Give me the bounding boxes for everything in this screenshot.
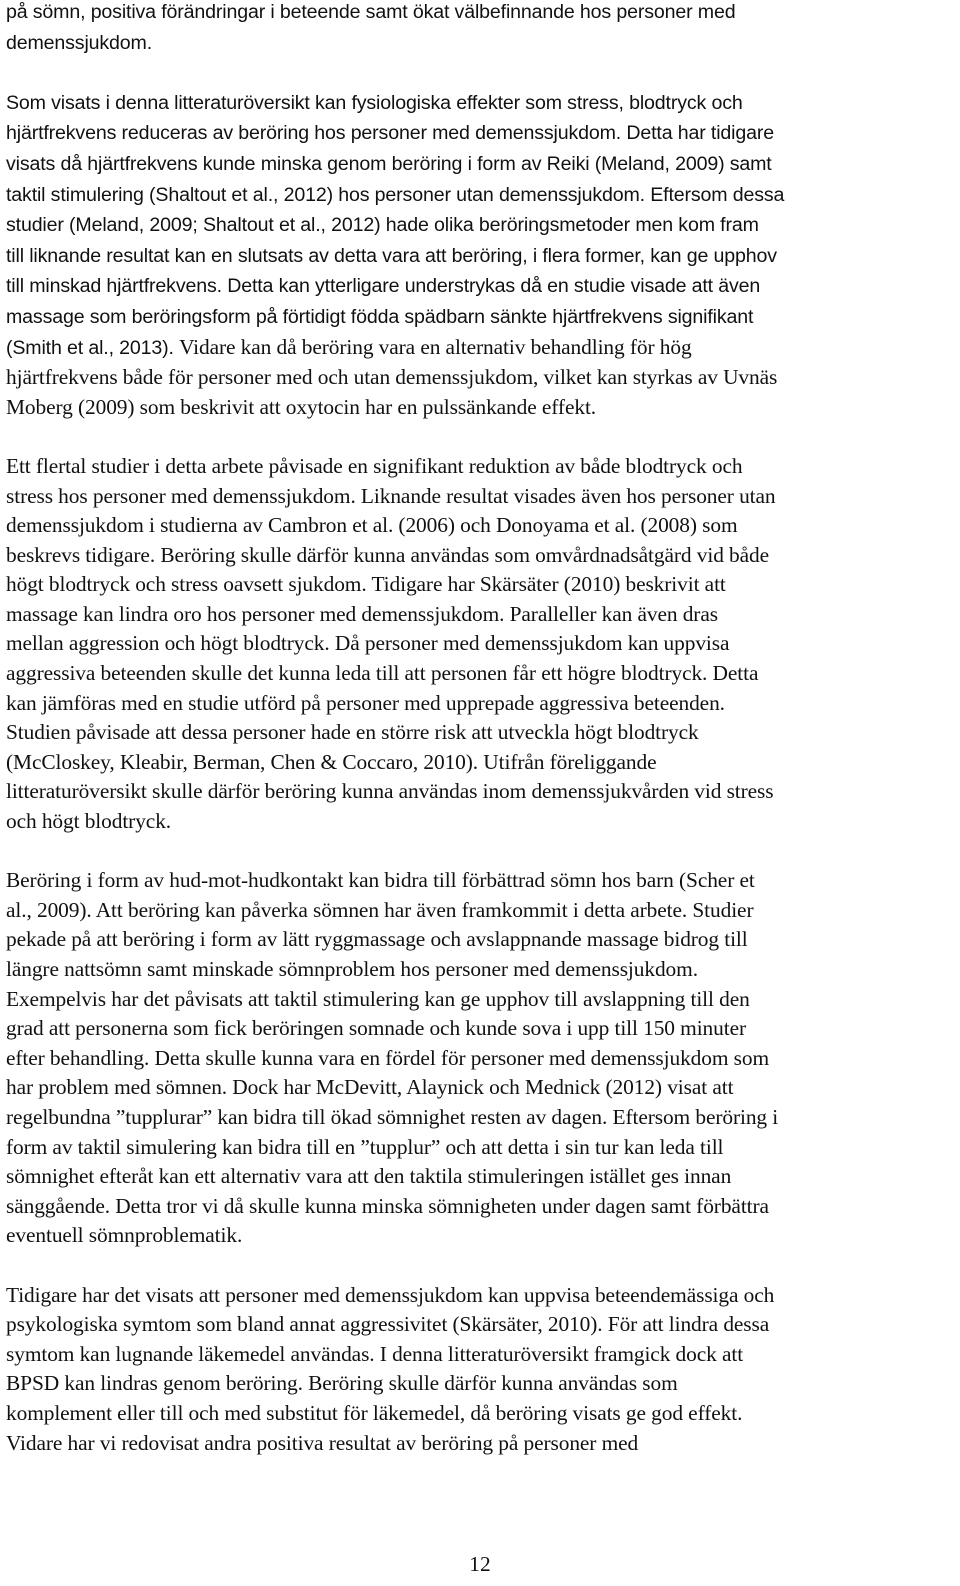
text-segment: studier (Meland, 2009; Shaltout et al., 2012) hade olika beröringsmetoder men kom fram	[6, 214, 759, 237]
text-segment: symtom kan lugnande läkemedel användas. I denna litteraturöversikt framgick dock att	[6, 1341, 744, 1366]
text-segment: Exempelvis har det påvisats att taktil stimulering kan ge upphov till avslappning till den	[6, 986, 750, 1011]
text-line	[6, 1429, 952, 1459]
text-line	[6, 210, 952, 241]
body-paragraph	[6, 0, 952, 58]
text-line	[6, 777, 952, 807]
text-line	[6, 511, 952, 541]
text-line	[6, 1044, 952, 1074]
text-segment: Vidare kan då beröring vara en alternativ behandling för hög	[179, 334, 692, 359]
text-segment: har problem med sömnen. Dock har McDevitt, Alaynick och Mednick (2012) visat att	[6, 1075, 734, 1100]
text-line	[6, 1340, 952, 1370]
text-segment: form av taktil simulering kan bidra till en ”tupplur” och att detta i sin tur kan leda till	[6, 1134, 724, 1159]
text-line	[6, 748, 952, 778]
text-segment: demenssjukdom i studierna av Cambron et al. (2006) och Donoyama et al. (2008) som	[6, 513, 738, 538]
text-line	[6, 0, 952, 28]
text-segment: Som visats i denna litteraturöversikt kan fysiologiska effekter som stress, blodtryck och	[6, 91, 743, 114]
text-segment: längre nattsömn samt minskade sömnproblem hos personer med demenssjukdom.	[6, 957, 698, 981]
text-segment: Vidare har vi redovisat andra positiva resultat av beröring på personer med	[6, 1430, 639, 1455]
text-line	[6, 271, 952, 302]
document-page	[6, 0, 952, 1458]
text-line	[6, 393, 952, 423]
text-line	[6, 1103, 952, 1133]
text-line	[6, 180, 952, 211]
text-segment: pekade på att beröring i form av lätt ryggmassage och avslappnande massage bidrog till	[6, 927, 748, 952]
text-segment: mellan aggression och högt blodtryck. Då personer med demenssjukdom kan uppvisa	[6, 631, 730, 656]
text-line	[6, 689, 952, 719]
text-line	[6, 1281, 952, 1311]
text-line	[6, 302, 952, 333]
text-segment: (McCloskey, Kleabir, Berman, Chen & Coccaro, 2010). Utifrån föreliggande	[6, 749, 657, 774]
text-line	[6, 866, 952, 896]
text-line	[6, 1133, 952, 1163]
paragraph-gap	[6, 837, 952, 867]
text-line	[6, 985, 952, 1015]
text-segment: litteraturöversikt skulle därför beröring kunna användas inom demenssjukvården vid stress	[6, 779, 774, 804]
text-segment: eventuell sömnproblematik.	[6, 1223, 243, 1248]
body-paragraph	[6, 1281, 952, 1459]
text-segment: på sömn, positiva förändringar i beteende samt ökat välbefinnande hos personer med	[6, 1, 736, 23]
text-segment: psykologiska symtom som bland annat aggressivitet (Skärsäter, 2010). För att lindra dessa	[6, 1312, 770, 1337]
text-segment: hjärtfrekvens både för personer med och utan demenssjukdom, vilket kan styrkas av Uvnäs	[6, 365, 778, 390]
text-line	[6, 600, 952, 630]
text-segment: hjärtfrekvens reduceras av beröring hos personer med demenssjukdom. Detta har tidigare	[6, 122, 774, 145]
text-line	[6, 1162, 952, 1192]
text-line	[6, 333, 952, 364]
text-segment: sänggående. Detta tror vi då skulle kunna minska sömnigheten under dagen samt förbättra	[6, 1193, 769, 1218]
text-segment: stress hos personer med demenssjukdom. Liknande resultat visades även hos personer utan	[6, 483, 776, 508]
text-line	[6, 925, 952, 955]
paragraph-gap	[6, 422, 952, 452]
text-line	[6, 807, 952, 837]
text-segment: Studien påvisade att dessa personer hade en större risk att utveckla högt blodtryck	[6, 720, 699, 745]
text-segment: al., 2009). Att beröring kan påverka sömnen har även framkommit i detta arbete. Studier	[6, 897, 754, 922]
text-segment: Tidigare har det visats att personer med demenssjukdom kan uppvisa beteendemässiga och	[6, 1282, 775, 1307]
text-segment: Ett flertal studier i detta arbete påvisade en signifikant reduktion av både blodtryck och	[6, 453, 743, 478]
text-segment: grad att personerna som fick beröringen somnade och kunde sova i upp till 150 minuter	[6, 1016, 746, 1041]
paragraph-gap	[6, 58, 952, 88]
text-segment: efter behandling. Detta skulle kunna vara en fördel för personer med demenssjukdom som	[6, 1045, 770, 1070]
text-line	[6, 482, 952, 512]
text-line	[6, 149, 952, 180]
text-segment: till minskad hjärtfrekvens. Detta kan ytterligare understrykas då en studie visade att även	[6, 275, 761, 298]
text-segment: massage kan lindra oro hos personer med demenssjukdom. Paralleller kan även dras	[6, 601, 718, 626]
text-line	[6, 629, 952, 659]
page-number: 12	[469, 1552, 491, 1576]
text-line	[6, 955, 952, 985]
text-segment: (Smith et al., 2013).	[6, 336, 180, 359]
text-line	[6, 118, 952, 149]
text-line	[6, 718, 952, 748]
text-line	[6, 28, 952, 59]
body-paragraph	[6, 452, 952, 837]
text-line	[6, 88, 952, 119]
text-line	[6, 1221, 952, 1251]
text-line	[6, 1399, 952, 1429]
text-segment: till liknande resultat kan en slutsats av detta vara att beröring, i flera former, kan ge upphov	[6, 244, 777, 267]
text-segment: och högt blodtryck.	[6, 809, 172, 834]
text-segment: regelbundna ”tupplurar” kan bidra till ökad sömnighet resten av dagen. Eftersom beröring i	[6, 1104, 779, 1129]
text-line	[6, 1073, 952, 1103]
text-segment: demenssjukdom.	[6, 31, 153, 54]
text-segment: taktil stimulering (Shaltout et al., 2012) hos personer utan demenssjukdom. Eftersom dessa	[6, 183, 785, 206]
text-line	[6, 896, 952, 926]
paragraph-gap	[6, 1251, 952, 1281]
text-segment: högt blodtryck och stress oavsett sjukdom. Tidigare har Skärsäter (2010) beskrivit att	[6, 572, 726, 597]
text-line	[6, 363, 952, 393]
text-line	[6, 241, 952, 272]
text-line	[6, 541, 952, 571]
text-line	[6, 1192, 952, 1222]
text-segment: massage som beröringsform på förtidigt födda spädbarn sänkte hjärtfrekvens signifikant	[6, 305, 754, 328]
text-segment: visats då hjärtfrekvens kunde minska genom beröring i form av Reiki (Meland, 2009) samt	[6, 152, 772, 175]
text-line	[6, 1369, 952, 1399]
body-paragraph	[6, 88, 952, 423]
text-segment: kan jämföras med en studie utförd på personer med upprepade aggressiva beteenden.	[6, 690, 725, 715]
text-line	[6, 452, 952, 482]
text-segment: aggressiva beteenden skulle det kunna leda till att personen får ett högre blodtryck. Detta	[6, 661, 759, 686]
text-segment: komplement eller till och med substitut för läkemedel, då beröring visats ge god effekt.	[6, 1400, 743, 1425]
text-segment: Moberg (2009) som beskrivit att oxytocin har en pulssänkande effekt.	[6, 394, 597, 419]
text-line	[6, 1310, 952, 1340]
text-segment: beskrevs tidigare. Beröring skulle därför kunna användas som omvårdnadsåtgärd vid både	[6, 542, 770, 567]
text-line	[6, 659, 952, 689]
text-segment: Beröring i form av hud-mot-hudkontakt kan bidra till förbättrad sömn hos barn (Scher et	[6, 868, 755, 893]
text-segment: BPSD kan lindras genom beröring. Beröring skulle därför kunna användas som	[6, 1371, 678, 1396]
text-segment: sömnighet efteråt kan ett alternativ vara att den taktila stimuleringen istället ges innan	[6, 1164, 732, 1189]
text-line	[6, 570, 952, 600]
body-paragraph	[6, 866, 952, 1251]
text-line	[6, 1014, 952, 1044]
